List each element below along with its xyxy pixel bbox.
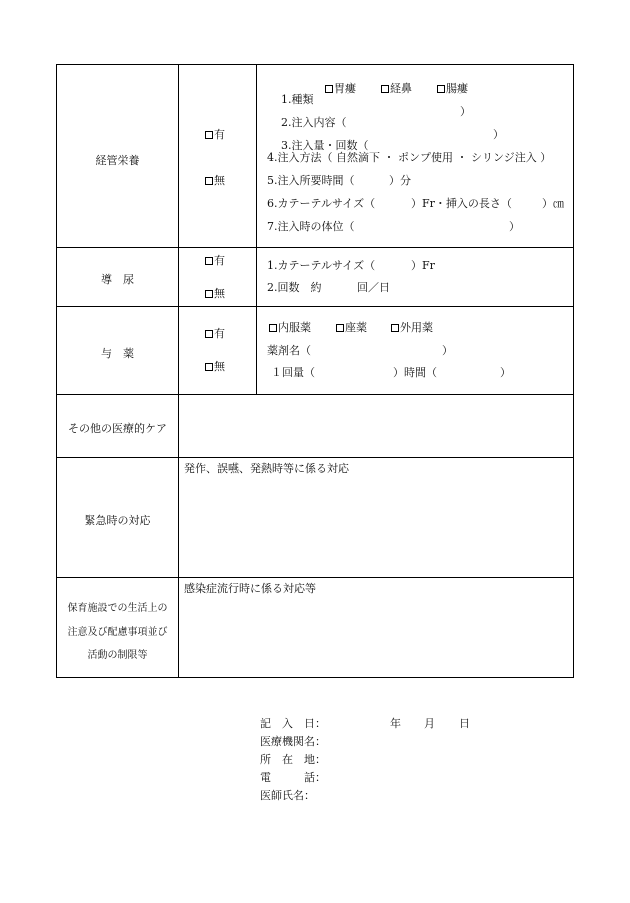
row-divider [57,306,573,307]
tube-feeding-content-close: ） [460,105,471,118]
tube-feeding-label: 経管栄養 [95,154,140,167]
date-label: 記 入 日： [260,717,326,730]
type-nasal-checkbox[interactable]: 経鼻 [381,83,412,94]
medication-time-line: ）時間（ [393,366,437,379]
checkbox-icon [437,85,445,93]
checkbox-icon [325,85,333,93]
row-divider [57,247,573,248]
medication-dose-line: １回量（ [271,366,315,379]
medical-care-form [56,64,574,678]
phone-label: 電 話： [260,771,326,784]
daily-life-note: 感染症流行時に係る対応等 [184,582,316,595]
tube-feeding-fr-insert: ）Fr・挿入の長さ（ [411,197,512,210]
medication-drug-name-line: 薬剤名（ [267,344,311,357]
catheter-label: 導 尿 [101,273,134,286]
daily-life-label-line-2: 注意及び配慮事項並び [67,627,168,638]
date-day: 日 [459,717,470,730]
checkbox-icon [391,324,399,332]
checkbox-icon [205,131,213,139]
medication-drug-name-close: ） [442,344,453,357]
date-year: 年 [390,717,401,730]
row-divider [57,394,573,395]
checkbox-icon [205,257,213,265]
tube-feeding-method-line: 4.注入方法（ 自然滴下 ・ ポンプ使用 ・ シリンジ注入 ） [267,151,552,164]
medication-time-close: ） [500,366,511,379]
catheter-no-checkbox[interactable]: 無 [205,288,225,299]
tube-feeding-amount-line: 3.注入量・回数（ [281,139,369,152]
daily-life-label-line-1: 保育施設での生活上の [67,603,168,614]
tube-feeding-type-line: 1.種類 胃瘻 経鼻 腸瘻 [281,82,468,106]
checkbox-icon [205,290,213,298]
tube-feeding-duration-unit: ）分 [389,174,411,187]
tube-feeding-yes-checkbox[interactable]: 有 [205,129,225,140]
address-label: 所 在 地： [260,753,326,766]
medication-yes-checkbox[interactable]: 有 [205,328,225,339]
catheter-yes-checkbox[interactable]: 有 [205,255,225,266]
tube-feeding-cm-unit: ）㎝ [542,197,564,210]
medication-suppository-checkbox[interactable]: 座薬 [336,322,367,333]
column-divider [256,65,257,394]
checkbox-icon [336,324,344,332]
tube-feeding-no-checkbox[interactable]: 無 [205,175,225,186]
checkbox-icon [381,85,389,93]
tube-feeding-catheter-line: 6.カテーテルサイズ（ [267,197,376,210]
row-divider [57,457,573,458]
checkbox-icon [205,177,213,185]
institution-label: 医療機関名： [260,735,326,748]
tube-feeding-position-line: 7.注入時の体位（ [267,220,355,233]
date-month: 月 [424,717,435,730]
catheter-count-line: 2.回数 約 [267,281,322,294]
medication-oral-checkbox[interactable]: 内服薬 [269,322,311,333]
emergency-note: 発作、誤嚥、発熱時等に係る対応 [184,462,349,475]
checkbox-icon [205,363,213,371]
catheter-size-unit: ）Fr [411,259,435,272]
type-enterostomy-checkbox[interactable]: 腸瘻 [437,83,468,94]
tube-feeding-amount-close: ） [493,128,504,141]
checkbox-icon [269,324,277,332]
other-care-label: その他の医療的ケア [68,422,167,435]
row-divider [57,577,573,578]
catheter-count-unit: 回／日 [357,281,390,294]
tube-feeding-content-line: 2.注入内容（ [281,116,347,129]
medication-external-checkbox[interactable]: 外用薬 [391,322,433,333]
daily-life-label-line-3: 活動の制限等 [87,650,148,661]
medication-no-checkbox[interactable]: 無 [205,361,225,372]
type-gastrostomy-checkbox[interactable]: 胃瘻 [325,83,356,94]
checkbox-icon [205,330,213,338]
doctor-label: 医師氏名： [260,789,315,802]
tube-feeding-position-close: ） [509,220,520,233]
catheter-size-line: 1.カテーテルサイズ（ [267,259,376,272]
emergency-label: 緊急時の対応 [84,514,151,527]
medication-label: 与 薬 [101,347,134,360]
tube-feeding-duration-line: 5.注入所要時間（ [267,174,355,187]
column-divider [178,65,179,677]
